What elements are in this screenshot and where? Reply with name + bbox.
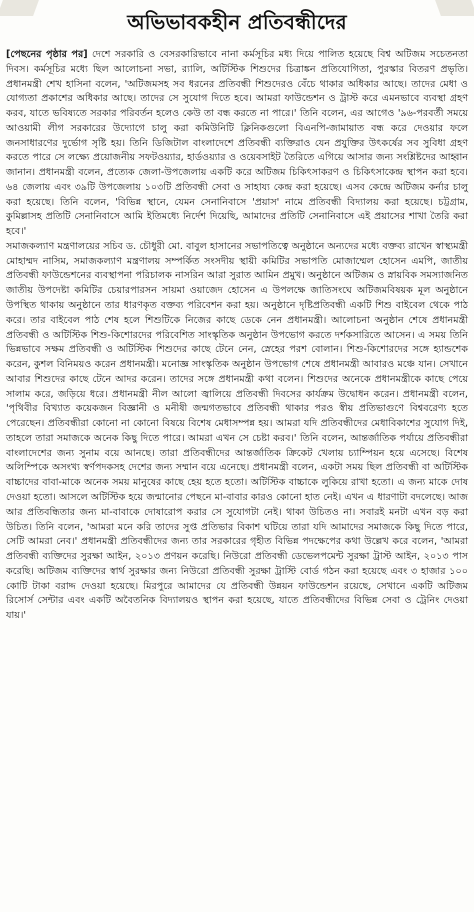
headline-area — [6, 0, 468, 48]
paragraph-1-text: দেশে সরকারি ও বেসরকারিভাবে নানা কর্মসূচির মধ্য দিয়ে পালিত হয়েছে বিশ্ব অটিজম সচেতনতা দিবস। কর্মসূচির মধ্যে ছিল আলোচনা সভা, র‍্যালি, অটিস্টিক শিশুদের চিত্রাঙ্কন প্রতিযোগিতা, পুরস্কার বিতরণ প্রভৃতি। প্রধানমন্ত্রী শেখ হাসিনা বলেন, 'অটিজমসহ সব ধরনের প্রতিবন্ধী শিশুদেরও বেঁচে থাকার অধিকার আছে। তাদের মেধা ও যোগ্যতা প্রকাশের অধিকার আছে। তাদের সে সুযোগ দিতে হবে। আমরা ফাউন্ডেশন ও ট্রাস্ট করে এমনভাবে ব্যবস্থা গ্রহণ করব, যাতে ভবিষ্যতে সরকার পরিবর্তন হলেও কেউ তা বন্ধ করতে না পারে।' তিনি বলেন, এর আগেও '৯৬-পরবর্তী সময়ে আওয়ামী লীগ সরকারের উদ্যোগে চালু করা কমিউনিটি ক্লিনিকগুলো বিএনপি-জামায়াত বন্ধ করে দেওয়ার ফলে জনসাধারণের দুর্ভোগ সৃষ্টি হয়। তিনি ডিজিটাল বাংলাদেশে প্রতিবন্ধী ব্যক্তিরাও যেন প্রযুক্তির উৎকর্ষের সব সুবিধা গ্রহণ করতে পারে সে লক্ষ্যে প্রয়োজনীয় সফটওয়্যার, হার্ডওয়্যার ও ওয়েবসাইট তৈরিতে এগিয়ে আসার জন্য সংশ্লিষ্টদের আহ্বান জানান। প্রধানমন্ত্রী বলেন, প্রত্যেক জেলা-উপজেলায় একটি করে অটিজম চিকিৎসাকরণ ও চিকিৎসাকেন্দ্র স্থাপন করা হবে। ৬৪ জেলায় এবং ৩৯টি উপজেলায় ১০৩টি প্রতিবন্ধী সেবা ও সাহায্য কেন্দ্র করা হয়েছে। এসব কেন্দ্রে অটিজম কর্নার চালু করা হয়েছে। তিনি বলেন, 'বিভিন্ন স্থানে, যেমন সেনানিবাসে 'প্রয়াস' নামে প্রতিবন্ধী বিদ্যালয় করা হয়েছে। চট্টগ্রাম, কুমিল্লাসহ প্রতিটি সেনানিবাসে আমি ইতিমধ্যে নির্দেশ দিয়েছি, আমাদের প্রতিটি সেনানিবাসে এই প্রয়াসের শাখা তৈরি করা হবে।' — [6, 49, 468, 238]
article-body — [6, 48, 468, 624]
headline: অভিভাবকহীন প্রতিবন্ধীদের — [127, 9, 347, 34]
continuation-lead: [পেছনের পৃষ্ঠার পর] — [6, 49, 88, 60]
article-paragraph-1 — [6, 48, 468, 240]
article-paragraph-2: সমাজকল্যাণ মন্ত্রণালয়ের সচিব ড. চৌধুরী মো. বাবুল হাসানের সভাপতিত্বে অনুষ্ঠানে অন্যদের মধ্যে বক্তব্য রাখেন স্বাস্থ্যমন্ত্রী মোহাম্মদ নাসিম, সমাজকল্যাণ মন্ত্রণালয় সম্পর্কিত সংসদীয় স্থায়ী কমিটির সভাপতি মোজাম্মেল হোসেন এমপি, জাতীয় প্রতিবন্ধী ফাউন্ডেশনের ব্যবস্থাপনা পরিচালক নাসরিন আরা সুরাত আমিন প্রমুখ। অনুষ্ঠানে অটিজম ও স্নায়বিক সমস্যাজনিত জাতীয় উপদেষ্টা কমিটির চেয়ারপারসন সায়মা ওয়াজেদ হোসেন এ উপলক্ষে জাতিসংঘে অটিজমবিষয়ক মূল অনুষ্ঠানে উপস্থিত থাকায় অনুষ্ঠানে তার ধারণকৃত বক্তব্য পরিবেশন করা হয়। অনুষ্ঠানে দৃষ্টিপ্রতিবন্ধী একটি শিশু বাইবেল থেকে পাঠ করে। তার বাইবেল পাঠ শেষ হলে শিশুটিকে নিজের কাছে ডেকে নেন প্রধানমন্ত্রী। আলোচনা অনুষ্ঠান শেষে প্রধানমন্ত্রী প্রতিবন্ধী ও অটিস্টিক শিশু-কিশোরদের পরিবেশিত সাংস্কৃতিক অনুষ্ঠান উপভোগ করতে দর্শকসারিতে আসেন। এ সময় তিনি ভিন্নভাবে সক্ষম প্রতিবন্ধী ও অটিস্টিক শিশুদের কাছে টেনে নেন, স্নেহের পরশ বোলান। শিশু-কিশোরদের সঙ্গে হ্যান্ডশেক করেন, কুশল বিনিময়ও করেন প্রধানমন্ত্রী। মনোজ্ঞ সাংস্কৃতিক অনুষ্ঠান উপভোগ শেষে প্রধানমন্ত্রী আবারও মঞ্চে যান। সেখানে আবার শিশুদের কাছে টেনে আদর করেন। তাদের সঙ্গে প্রধানমন্ত্রী কথা বলেন। শিশুদের অনেকে প্রধানমন্ত্রীকে কাছে পেয়ে সালাম করে, জড়িয়ে ধরে। প্রধানমন্ত্রী নীল আলো জ্বালিয়ে প্রতিবন্ধী দিবসের কার্যক্রম উদ্বোধন করেন। প্রধানমন্ত্রী বলেন, 'পৃথিবীর বিখ্যাত কয়েকজন বিজ্ঞানী ও মনীষী জন্মগতভাবে প্রতিবন্ধী থাকার পরও স্বীয় প্রতিভাগুণে বিশ্ববরেণ্য হতে পেরেছেন। প্রতিবন্ধীরা কোনো না কোনো বিষয়ে বিশেষ মেধাসম্পন্ন হয়। আমরা যদি প্রতিবন্ধীদের মেধাবিকাশের সুযোগ দিই, তাহলে তারা সমাজকে অনেক কিছু দিতে পারে। আমরা এখন সে চেষ্টা করব।' তিনি বলেন, আন্তর্জাতিক পর্যায়ে প্রতিবন্ধীরা বাংলাদেশের জন্য সুনাম বয়ে আনছে। তারা প্রতিবন্ধীদের আন্তর্জাতিক ক্রিকেট খেলায় চ্যাম্পিয়ন হয়ে এসেছে। বিশেষ অলিম্পিকে অসংখ্য স্বর্ণপদকসহ দেশের জন্য সম্মান বয়ে এনেছে। প্রধানমন্ত্রী বলেন, একটা সময় ছিল প্রতিবন্ধী বা অটিস্টিক বাচ্চাদের বাবা-মাকে অনেক সময় মানুষের কাছে হেয় হতে হতো। অটিস্টিক বাচ্চাকে লুকিয়ে রাখা হতো। এ জন্য মাকে দোষ দেওয়া হতো। আসলে অটিস্টিক হয়ে জন্মানোর পেছনে মা-বাবার কারও কোনো হাত নেই। এখন এ ধারণাটা বদলেছে। আজ আর প্রতিবন্ধিতার জন্য মা-বাবাকে দোষারোপ করার সে সুযোগটা নেই। থাকা উচিতও না। সবারই মনটা এখন বড় করা উচিত। তিনি বলেন, 'আমরা মনে করি তাদের সুপ্ত প্রতিভার বিকাশ ঘটিয়ে তারা যদি আমাদের সমাজকে কিছু দিতে পারে, সেটি আমরা নেব।' প্রধানমন্ত্রী প্রতিবন্ধীদের জন্য তার সরকারের গৃহীত বিভিন্ন পদক্ষেপের কথা উল্লেখ করে বলেন, 'আমরা প্রতিবন্ধী ব্যক্তিদের সুরক্ষা আইন, ২০১৩ প্রণয়ন করেছি। নিউরো প্রতিবন্ধী ডেভেলপমেন্ট সুরক্ষা ট্রাস্ট আইন, ২০১৩ পাস করেছি। অটিজম ব্যক্তিদের স্বার্থ সুরক্ষার জন্য নিউরো প্রতিবন্ধী সুরক্ষা ট্রাস্টি বোর্ড গঠন করা হয়েছে এবং ৩ হাজার ১০০ কোটি টাকা বরাদ্দ দেওয়া হয়েছে। মিরপুরে আমাদের যে প্রতিবন্ধী উন্নয়ন ফাউন্ডেশন রয়েছে, সেখানে একটি অটিজম রিসোর্স সেন্টার এবং একটি অবৈতনিক বিদ্যালয়ও স্থাপন করা হয়েছে, যাতে প্রতিবন্ধীদের বিভিন্ন সেবা ও ট্রেনিং দেওয়া যায়।' — [6, 240, 468, 622]
